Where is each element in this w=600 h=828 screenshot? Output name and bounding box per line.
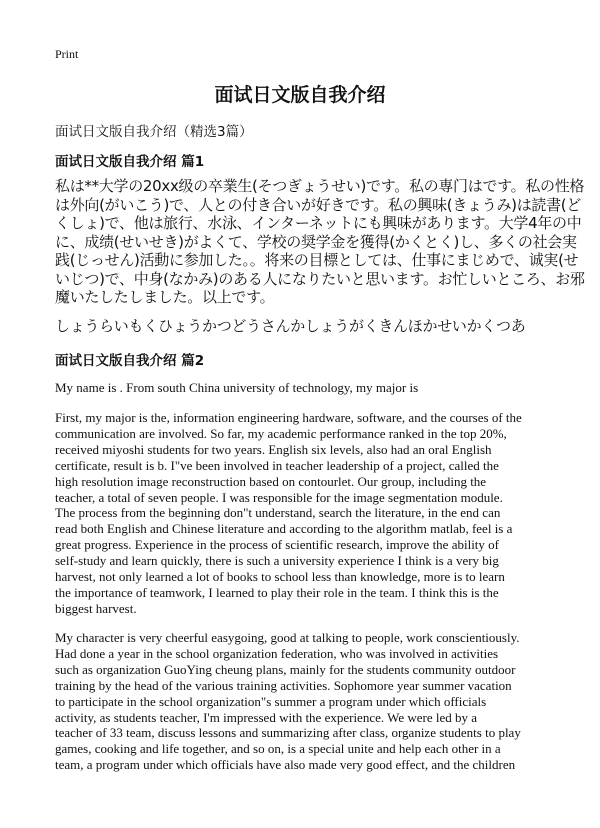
text-line: games, cooking and life together, and so on, is a special unite and help each other in a	[55, 741, 501, 757]
text-line: くしょ)で、他は旅行、水泳、インターネットにも興味があります。大学4年の中	[55, 214, 582, 232]
text-line: teacher, a total of seven people. I was responsible for the image segmentation module.	[55, 489, 503, 505]
text-line: 私は**大学の20xx级の卒業生(そつぎょうせい)です。私の専门はです。私の性格	[55, 177, 585, 195]
japanese-paragraph	[55, 177, 585, 307]
text-line: communication are involved. So far, my academic performance ranked in the top 20%,	[55, 425, 507, 441]
text-line: biggest harvest.	[55, 600, 137, 616]
text-line: Had done a year in the school organization federation, who was involved in activities	[55, 645, 499, 661]
text-line: to participate in the school organization"s summer a program under which officials	[55, 693, 487, 709]
text-line: great progress. Experience in the process of scientific research, improve the ability of	[55, 537, 499, 553]
text-line: read both English and Chinese literature and according to the algorithm matlab, feel is a	[55, 521, 513, 537]
text-line: team, a program under which officials have also made very good effect, and the children	[55, 757, 516, 773]
text-line: に、成绩(せいせき)がよくて、学校の奨学金を獲得(かくとく)し、多くの社会実	[55, 232, 577, 251]
text-line: 践(じっせん)活動に参加した。。将来の目標としては、仕事にまじめで、诚実(せ	[55, 251, 579, 269]
intro-paragraph: My name is . From south China university of technology, my major is	[55, 380, 419, 395]
text-line: activity, as students teacher, I'm impressed with the experience. We were led by a	[55, 709, 478, 725]
text-line: First, my major is the, information engineering hardware, software, and the courses of the	[55, 410, 522, 425]
text-line: My character is very cheerful easygoing, good at talking to people, work conscientiously.	[55, 630, 520, 645]
text-line: the importance of teamwork, I learned to play their role in the team. I think this is the	[55, 584, 499, 600]
english-paragraph-1	[55, 410, 522, 617]
text-line: は外向(がいこう)で、人との付き合いが好きです。私の興味(きょうみ)は読書(ど	[55, 195, 582, 214]
text-line: certificate, result is b. I"ve been involved in teacher leadership of a project, called the	[55, 457, 499, 473]
text-line: self-study and learn quickly, there is such a university experience I think is a very big	[55, 553, 499, 569]
text-line: such as organization GuoYing cheung plans, mainly for the students community outdoor	[55, 661, 516, 677]
text-line: The process from the beginning don"t understand, search the literature, in the end can	[55, 505, 501, 521]
text-line: 魔いたしたしました。以上です。	[55, 288, 275, 306]
text-line: received miyoshi students for two years. English six levels, also had an oral English	[55, 441, 492, 457]
text-line: training by the head of the various training activities. Sophomore year summer vacation	[55, 677, 512, 693]
kana-line: しょうらいもくひょうかつどうさんかしょうがくきんほかせいかくつあ	[55, 317, 526, 335]
section-heading-2: 面试日文版自我介绍 篇2	[55, 353, 205, 369]
page-title: 面试日文版自我介绍	[214, 84, 386, 106]
english-paragraph-2	[55, 630, 521, 773]
text-line: high resolution image reconstruction based on contourlet. Our group, including the	[55, 473, 487, 489]
print-link[interactable]: Print	[55, 47, 79, 61]
text-line: harvest, not only learned a lot of books to school less than knowledge, more is to learn	[55, 569, 505, 585]
section-heading-1: 面试日文版自我介绍 篇1	[55, 154, 205, 170]
text-line: いじつ)で、中身(なかみ)のある人になりたいと思います。お忙しいところ、お邪	[55, 269, 585, 288]
text-line: teacher of 33 team, discuss lessons and summarizing after class, organize students to play	[55, 725, 521, 741]
subtitle: 面试日文版自我介绍（精选3篇）	[55, 124, 253, 140]
